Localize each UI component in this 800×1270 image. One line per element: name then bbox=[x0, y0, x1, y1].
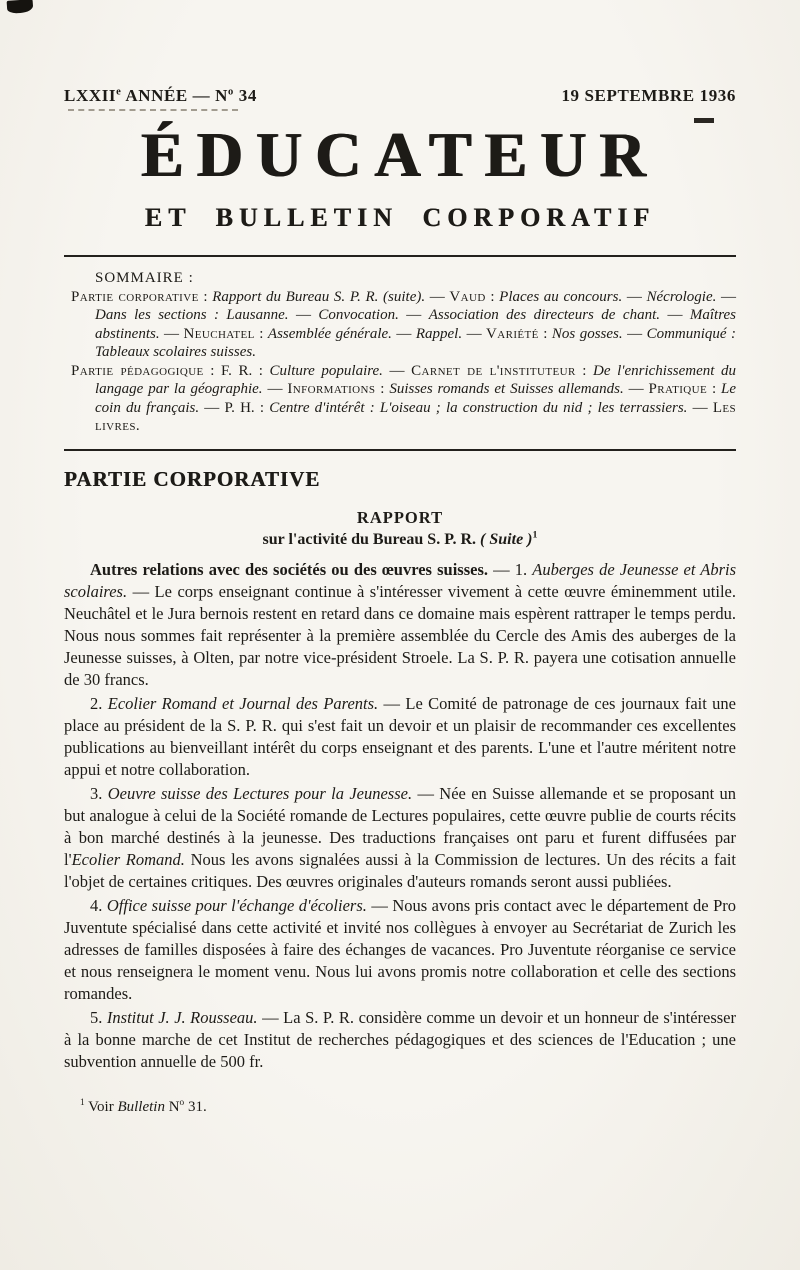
report-subtitle: sur l'activité du Bureau S. P. R. ( Suite )$^1$ bbox=[262, 529, 538, 548]
report-title: RAPPORT bbox=[356, 507, 444, 527]
issue-line bbox=[64, 86, 736, 106]
issue-number: LXXIIe ANNÉE — $N^o$ 34 bbox=[64, 86, 257, 105]
issue-underline-dashes bbox=[68, 109, 238, 111]
scan-artifact-dash bbox=[694, 118, 714, 123]
paragraph-1: Autres relations avec des sociétés ou des œuvres suisses. — 1. Auberges de Jeunesse et Abris scolaires. — Le corps enseignant continue à s'intéresser vivement à cette œuvre éminemment utile. Neuchâtel et le Jura bernois restent en retard dans ce domaine mais espèrent rattraper le temps perdu. Nous nous sommes fait représenter à la première assemblée du Cercle des Amis des auberges de la Jeunesse suisses, à Olten, par notre vice-président Stroele. La S. P. R. payera une cotisation annuelle de 30 francs. bbox=[64, 559, 737, 689]
publication-subtitle: ET BULLETIN CORPORATIF bbox=[144, 203, 656, 232]
publication-title: ÉDUCATEUR bbox=[141, 119, 659, 190]
sommaire-entry-corporative: Partie corporative : Rapport du Bureau S. P. R. (suite). — Vaud : Places au concours. — Nécrologie. — Dans les sections : Lausanne. — Convocation. — Association des directeurs de chant. — Maîtres abstinents. — Neuchatel : Assemblée générale. — Rappel. — Variété : Nos gosses. — Communiqué : Tableaux scolaires suisses. bbox=[71, 288, 737, 360]
paragraph-2: 2. Ecolier Romand et Journal des Parents. — Le Comité de patronage de ces journaux fait une place au président de la S. P. R. qui s'est fait un devoir et un plaisir de recommander ces excellentes publications au bienveillant intérêt du corps enseignant et des parents. L'une et l'autre méritent notre appui et notre collaboration. bbox=[64, 693, 737, 779]
table-of-contents bbox=[64, 269, 736, 436]
sommaire-entry-pedagogique: Partie pédagogique : F. R. : Culture populaire. — Carnet de l'instituteur : De l'enrichissement du langage par la géographie. — Informations : Suisses romands et Suisses allemands. — Pratique : Le coin du français. — P. H. : Centre d'intérêt : L'oiseau ; la construction du nid ; les terrassiers. — Les livres. bbox=[71, 362, 737, 434]
section-title: PARTIE CORPORATIVE bbox=[64, 466, 321, 491]
paragraph-4: 4. Office suisse pour l'échange d'écoliers. — Nous avons pris contact avec le département de Pro Juventute spécialisé dans cette activité et invité nos collègues à envoyer au Secrétariat de Zurich les adresses de familles disposées à faire des échanges de vacances. Pro Juventute réorganise ce service et nous renseignera le moment venu. Nous lui avons promis notre collaboration et celle des sections romandes. bbox=[64, 895, 737, 1003]
scan-artifact-top-left bbox=[7, 0, 34, 14]
horizontal-rule-top bbox=[64, 255, 736, 257]
paragraph-5: 5. Institut J. J. Rousseau. — La S. P. R. considère comme un devoir et un honneur de s'intéresser à la bonne marche de cet Institut de recherches pédagogiques et des sciences de l'Education ; une subvention annuelle de 500 fr. bbox=[64, 1007, 736, 1071]
sommaire-label: SOMMAIRE : bbox=[95, 270, 194, 286]
masthead bbox=[64, 86, 736, 233]
horizontal-rule-middle bbox=[64, 449, 736, 451]
issue-date: 19 SEPTEMBRE 1936 bbox=[561, 86, 736, 105]
footnote: $^1$ Voir Bulletin $N^o$ 31. bbox=[80, 1097, 207, 1115]
paragraph-3: 3. Oeuvre suisse des Lectures pour la Jeunesse. — Née en Suisse allemande et se proposant un but analogue à celui de la Société romande de Lectures populaires, cette œuvre publie de courts récits à bon marché destinés à la jeunesse. Des traductions françaises ont paru et furent diffusées par l'Ecolier Romand. Nous les avons signalées aussi à la Commission de lectures. Un des récits a fait l'objet de certaines critiques. Des œuvres originales d'auteurs romands seront aussi publiées. bbox=[64, 783, 737, 891]
article bbox=[64, 467, 736, 1116]
